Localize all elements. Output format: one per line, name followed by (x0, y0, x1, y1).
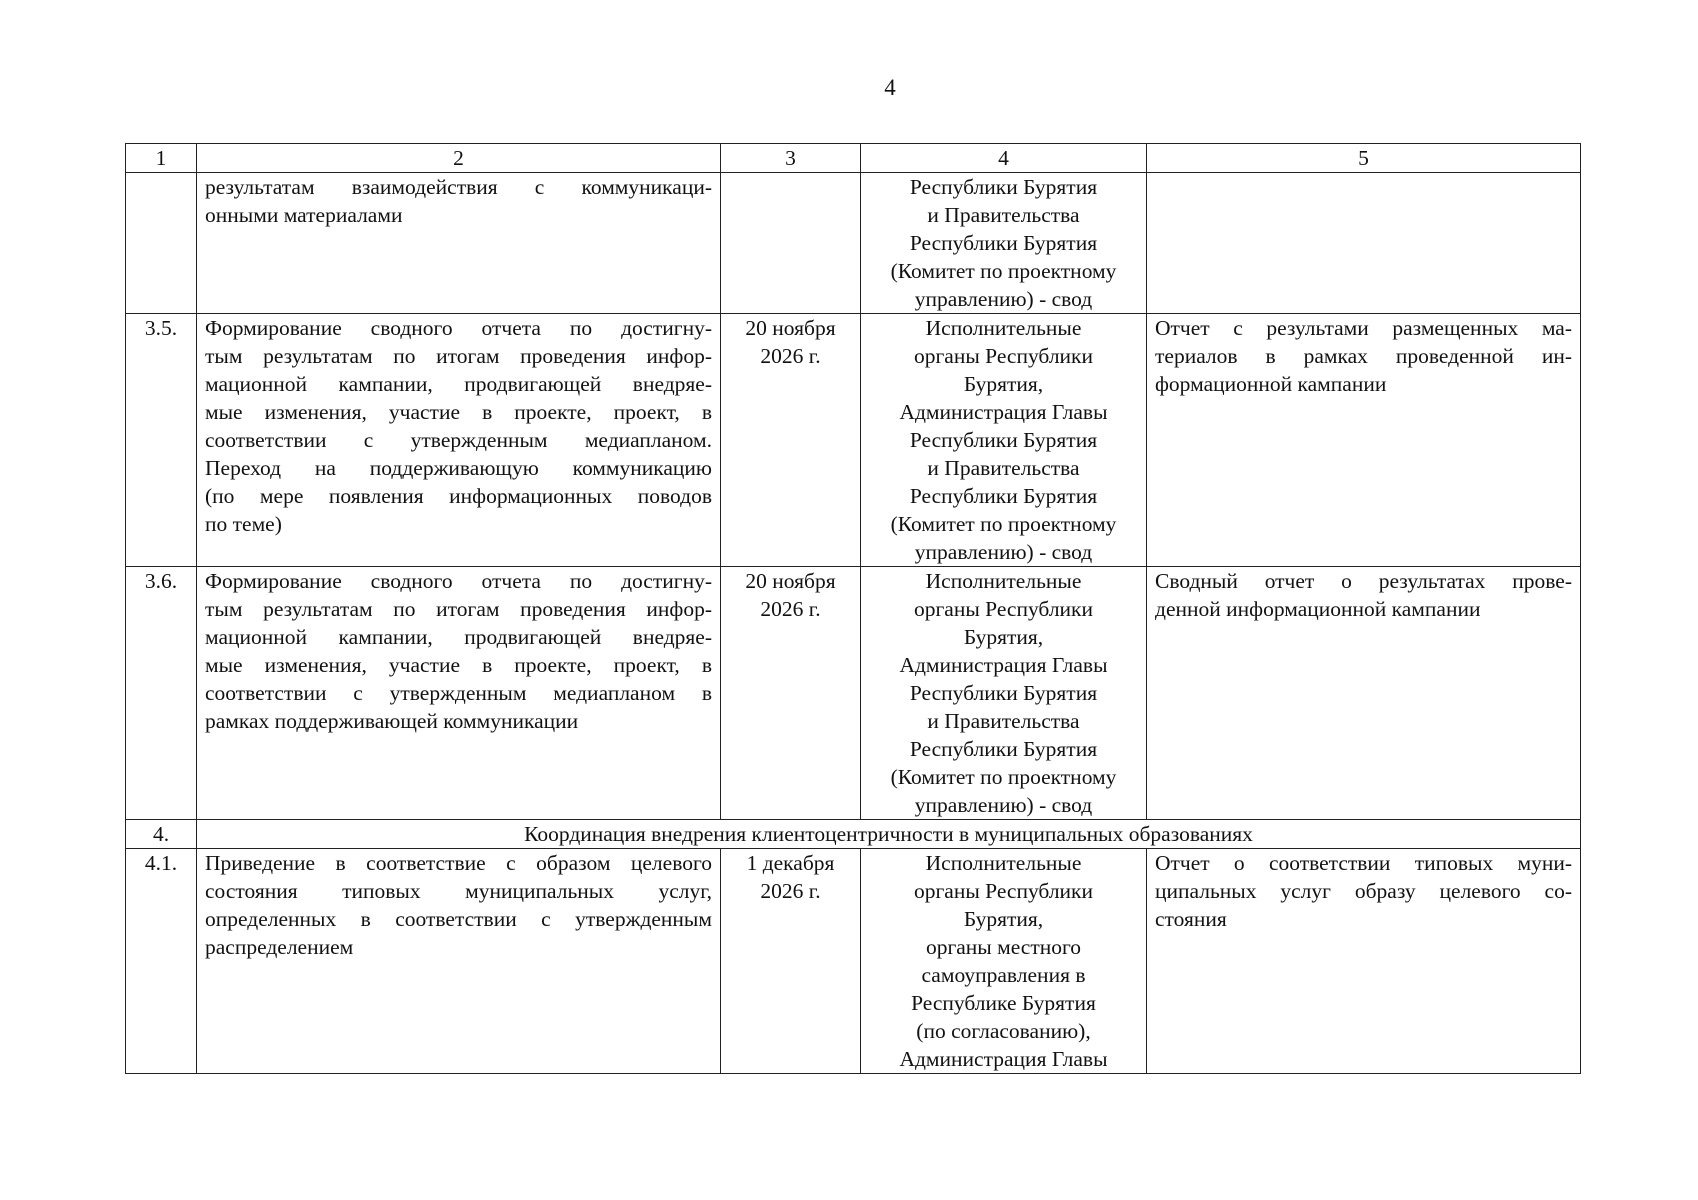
column-number: 4 (861, 144, 1147, 173)
section-number: 4. (126, 820, 197, 849)
page-number: 4 (884, 75, 896, 100)
expected-result-line: денной информационной кампании (1155, 597, 1481, 621)
table-row (126, 173, 1581, 314)
responsible-executor (861, 849, 1147, 1074)
expected-result-line: териалов в рамках проведенной ин- (1155, 344, 1572, 368)
activity-description-line: мые изменения, участие в проекте, проект, в (205, 653, 712, 677)
row-number: 3.5. (126, 314, 197, 567)
responsible-executor-line: (Комитет по проектному (890, 765, 1117, 789)
responsible-executor-line: Администрация Главы (899, 400, 1108, 424)
deadline (721, 567, 861, 820)
responsible-executor-line: органы Республики (913, 344, 1094, 368)
activity-description-line: соответствии с утвержденным медиапланом. (205, 428, 712, 452)
column-number: 2 (197, 144, 721, 173)
responsible-executor-line: Администрация Главы (899, 1047, 1108, 1071)
column-number: 3 (721, 144, 861, 173)
responsible-executor-line: органы местного (925, 935, 1082, 959)
expected-result (1147, 849, 1581, 1074)
responsible-executor-line: управлению) - свод (914, 287, 1093, 311)
responsible-executor-line: органы Республики (913, 597, 1094, 621)
activity-description-line: распределением (205, 935, 354, 959)
responsible-executor-line: Республики Бурятия (909, 484, 1098, 508)
section-row (126, 820, 1581, 849)
expected-result (1147, 173, 1581, 314)
activity-description-line: соответствии с утвержденным медиапланом в (205, 681, 712, 705)
expected-result (1147, 567, 1581, 820)
deadline-line: 2026 г. (760, 879, 821, 903)
expected-result-line: Сводный отчет о результатах прове- (1155, 569, 1572, 593)
responsible-executor-line: Администрация Главы (899, 653, 1108, 677)
row-number: 4.1. (126, 849, 197, 1074)
expected-result-line: Отчет с результами размещенных ма- (1155, 316, 1572, 340)
deadline-line: 1 декабря (746, 851, 835, 875)
responsible-executor-line: Исполнительные (925, 851, 1082, 875)
activity-description-line: мые изменения, участие в проекте, проект, в (205, 400, 712, 424)
responsible-executor-line: Республики Бурятия (909, 737, 1098, 761)
responsible-executor (861, 314, 1147, 567)
activity-description-line: Приведение в соответствие с образом целевого (205, 851, 712, 875)
responsible-executor-line: Исполнительные (925, 316, 1082, 340)
activity-description (197, 849, 721, 1074)
activity-description-line: мационной кампании, продвигающей внедряе- (205, 372, 712, 396)
column-number: 1 (126, 144, 197, 173)
activity-description-line: онными материалами (205, 203, 403, 227)
expected-result-line: ципальных услуг образу целевого со- (1155, 879, 1572, 903)
responsible-executor-line: и Правительства (927, 456, 1080, 480)
expected-result-line: формационной кампании (1155, 372, 1387, 396)
responsible-executor-line: Республике Бурятия (911, 991, 1096, 1015)
activity-description-line: рамках поддерживающей коммуникации (205, 709, 579, 733)
activity-description-line: Формирование сводного отчета по достигну- (205, 316, 712, 340)
responsible-executor-line: управлению) - свод (914, 540, 1093, 564)
activity-description-line: тым результатам по итогам проведения инфор- (205, 344, 712, 368)
expected-result-line: Отчет о соответствии типовых муни- (1155, 851, 1572, 875)
deadline-line: 2026 г. (760, 344, 821, 368)
responsible-executor-line: и Правительства (927, 203, 1080, 227)
row-number (126, 173, 197, 314)
activity-description (197, 173, 721, 314)
responsible-executor (861, 173, 1147, 314)
activity-description-line: определенных в соответствии с утвержденным (205, 907, 712, 931)
column-number-row (126, 144, 1581, 173)
deadline-line: 2026 г. (760, 597, 821, 621)
deadline (721, 314, 861, 567)
row-number: 3.6. (126, 567, 197, 820)
activity-description-line: по теме) (205, 512, 282, 536)
section-title: Координация внедрения клиентоцентричности в муниципальных образованиях (197, 820, 1581, 849)
activity-description-line: (по мере появления информационных поводов (205, 484, 712, 508)
responsible-executor-line: Республики Бурятия (909, 231, 1098, 255)
activity-description (197, 314, 721, 567)
activity-description-line: тым результатам по итогам проведения инфор- (205, 597, 712, 621)
responsible-executor-line: самоуправления в (921, 963, 1086, 987)
responsible-executor-line: органы Республики (913, 879, 1094, 903)
table-row (126, 567, 1581, 820)
responsible-executor-line: (по согласованию), (916, 1019, 1091, 1043)
plan-table (125, 143, 1581, 1074)
responsible-executor-line: (Комитет по проектному (890, 259, 1117, 283)
activity-description-line: Формирование сводного отчета по достигну- (205, 569, 712, 593)
responsible-executor-line: Республики Бурятия (909, 428, 1098, 452)
deadline-line: 20 ноября (745, 316, 836, 340)
responsible-executor-line: Республики Бурятия (909, 175, 1098, 199)
expected-result-line: стояния (1155, 907, 1227, 931)
deadline-line: 20 ноября (745, 569, 836, 593)
activity-description (197, 567, 721, 820)
expected-result (1147, 314, 1581, 567)
column-number: 5 (1147, 144, 1581, 173)
deadline (721, 849, 861, 1074)
activity-description-line: Переход на поддерживающую коммуникацию (205, 456, 712, 480)
table-row (126, 314, 1581, 567)
responsible-executor-line: (Комитет по проектному (890, 512, 1117, 536)
activity-description-line: результатам взаимодействия с коммуникаци- (205, 175, 712, 199)
responsible-executor-line: Исполнительные (925, 569, 1082, 593)
responsible-executor-line: Бурятия, (963, 625, 1044, 649)
deadline (721, 173, 861, 314)
responsible-executor-line: Республики Бурятия (909, 681, 1098, 705)
responsible-executor-line: управлению) - свод (914, 793, 1093, 817)
activity-description-line: мационной кампании, продвигающей внедряе- (205, 625, 712, 649)
responsible-executor-line: и Правительства (927, 709, 1080, 733)
responsible-executor-line: Бурятия, (963, 907, 1044, 931)
responsible-executor-line: Бурятия, (963, 372, 1044, 396)
activity-description-line: состояния типовых муниципальных услуг, (205, 879, 712, 903)
responsible-executor (861, 567, 1147, 820)
table-row (126, 849, 1581, 1074)
